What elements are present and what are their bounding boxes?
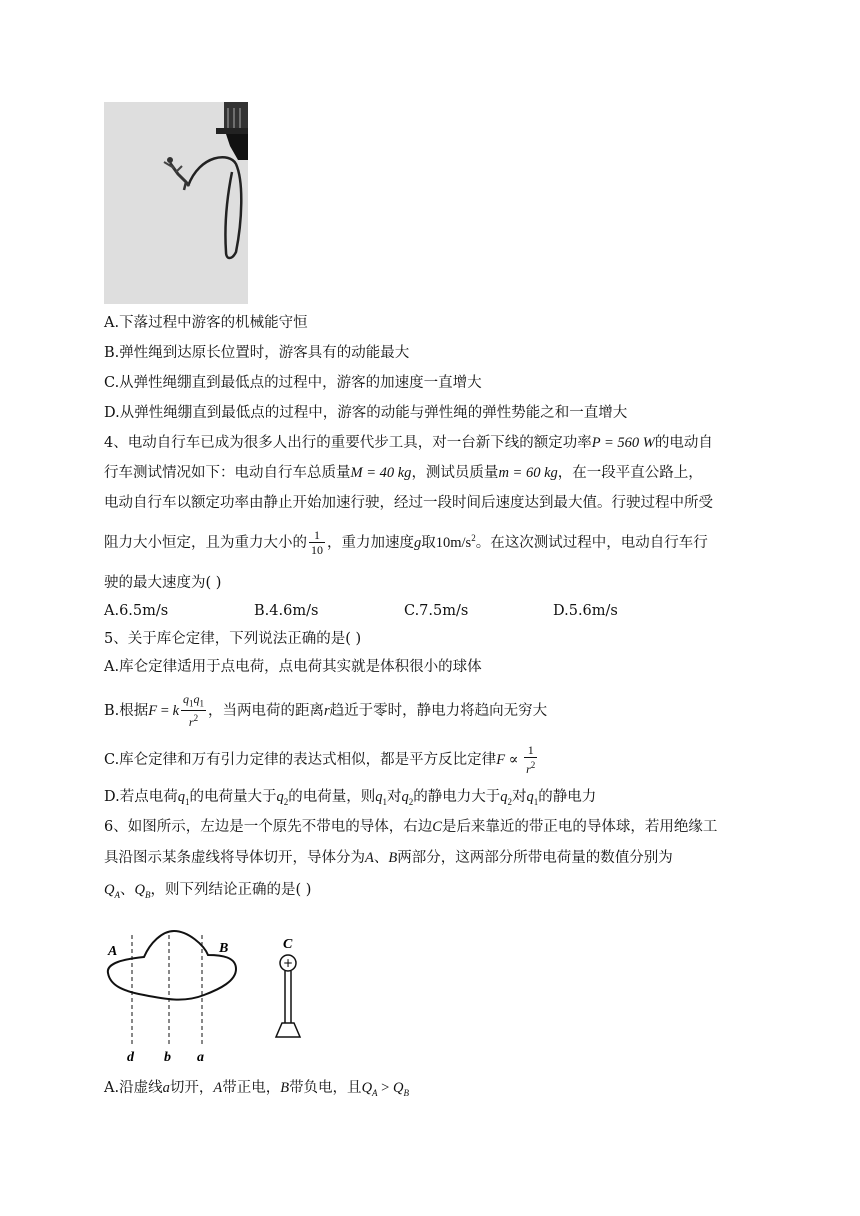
q4-stem-line5: 驶的最大速度为( ) [104, 575, 222, 591]
q4-option-b: B.4.6m/s [254, 603, 319, 619]
power-value: P = 560 W [591, 435, 655, 451]
charged-ball-stand [276, 955, 300, 1037]
q4-stem-line2: 行车测试情况如下：电动自行车总质量M = 40 kg，测试员质量m = 60 kg，在一段平直公路上， [104, 465, 703, 481]
q3-option-a: A.下落过程中游客的机械能守恒 [104, 315, 308, 331]
q4-stem-line4: 阻力大小恒定，且为重力大小的 $\frac{1}{10}$ ，重力加速度g取$10m/s^2$。在这次测试过程中，电动自行车行 [104, 527, 708, 557]
q5-option-c: C.库仑定律和万有引力定律的表达式相似，都是平方反比定律F ∝ $\frac{1}{r^2}$ [104, 743, 536, 776]
q4-option-d: D.5.6m/s [553, 603, 618, 619]
label-d-line: d [127, 1050, 134, 1065]
q5-option-d: D.若点电荷$q_1$的电荷量大于$q_2$的电荷量，则$q_1$对$q_2$的静电力大于$q_2$对$q_1$的静电力 [104, 789, 597, 807]
label-a-line: a [197, 1050, 204, 1065]
label-b-line: b [164, 1050, 171, 1065]
bungee-illustration [104, 102, 248, 304]
conductor-figure [104, 925, 314, 1065]
q3-option-c: C.从弹性绳绷直到最低点的过程中，游客的加速度一直增大 [104, 375, 482, 391]
q5-option-b: B.根据F = k $\frac{q_1q_1}{r^2}$ ，当两电荷的距离r趋近于零时，静电力将趋向无穷大 [104, 692, 548, 730]
gravity-value: 10m/s [435, 534, 472, 551]
q4-option-a: A.6.5m/s [104, 603, 169, 619]
coulomb-formula-fraction: $\frac{q_1q_1}{r^2}$ [183, 692, 204, 730]
q6-stem-line1: 6、如图所示，左边是一个原先不带电的导体，右边C是后来靠近的带正电的导体球，若用绝缘工 [104, 819, 718, 835]
label-a-region: A [108, 944, 118, 959]
bungee-jump-photo [104, 102, 248, 304]
inverse-square-fraction: $\frac{1}{r^2}$ [526, 743, 536, 776]
q5-option-a: A.库仑定律适用于点电荷，点电荷其实就是体积很小的球体 [104, 659, 482, 675]
label-c-ball: C [283, 937, 293, 952]
plus-sign: + [283, 956, 294, 970]
q4-option-c: C.7.5m/s [404, 603, 469, 619]
q6-stem-line2: 具沿图示某条虚线将导体切开，导体分为A、B两部分，这两部分所带电荷量的数值分别为 [104, 850, 673, 866]
tester-mass: m = 60 kg [498, 465, 558, 481]
q3-option-d: D.从弹性绳绷直到最低点的过程中，游客的动能与弹性绳的弹性势能之和一直增大 [104, 405, 628, 421]
fraction-one-tenth: $\frac{1}{10}$ [311, 527, 323, 557]
total-mass: M = 40 kg [350, 465, 412, 481]
label-b-region: B [219, 941, 229, 956]
q6-stem-line3: $Q_A$、$Q_B$，则下列结论正确的是( ) [104, 882, 312, 900]
q3-option-b: B.弹性绳到达原长位置时，游客具有的动能最大 [104, 345, 410, 361]
q5-stem: 5、关于库仑定律，下列说法正确的是( ) [104, 631, 362, 647]
q4-stem-line3: 电动自行车以额定功率由静止开始加速行驶，经过一段时间后速度达到最大值。行驶过程中所受 [104, 495, 713, 511]
q6-option-a: A.沿虚线a切开，A带正电，B带负电，且$Q_A > Q_B$ [104, 1080, 409, 1098]
q4-stem-line1: 4、电动自行车已成为很多人出行的重要代步工具，对一台新下线的额定功率P = 560 W的电动自 [104, 435, 713, 451]
